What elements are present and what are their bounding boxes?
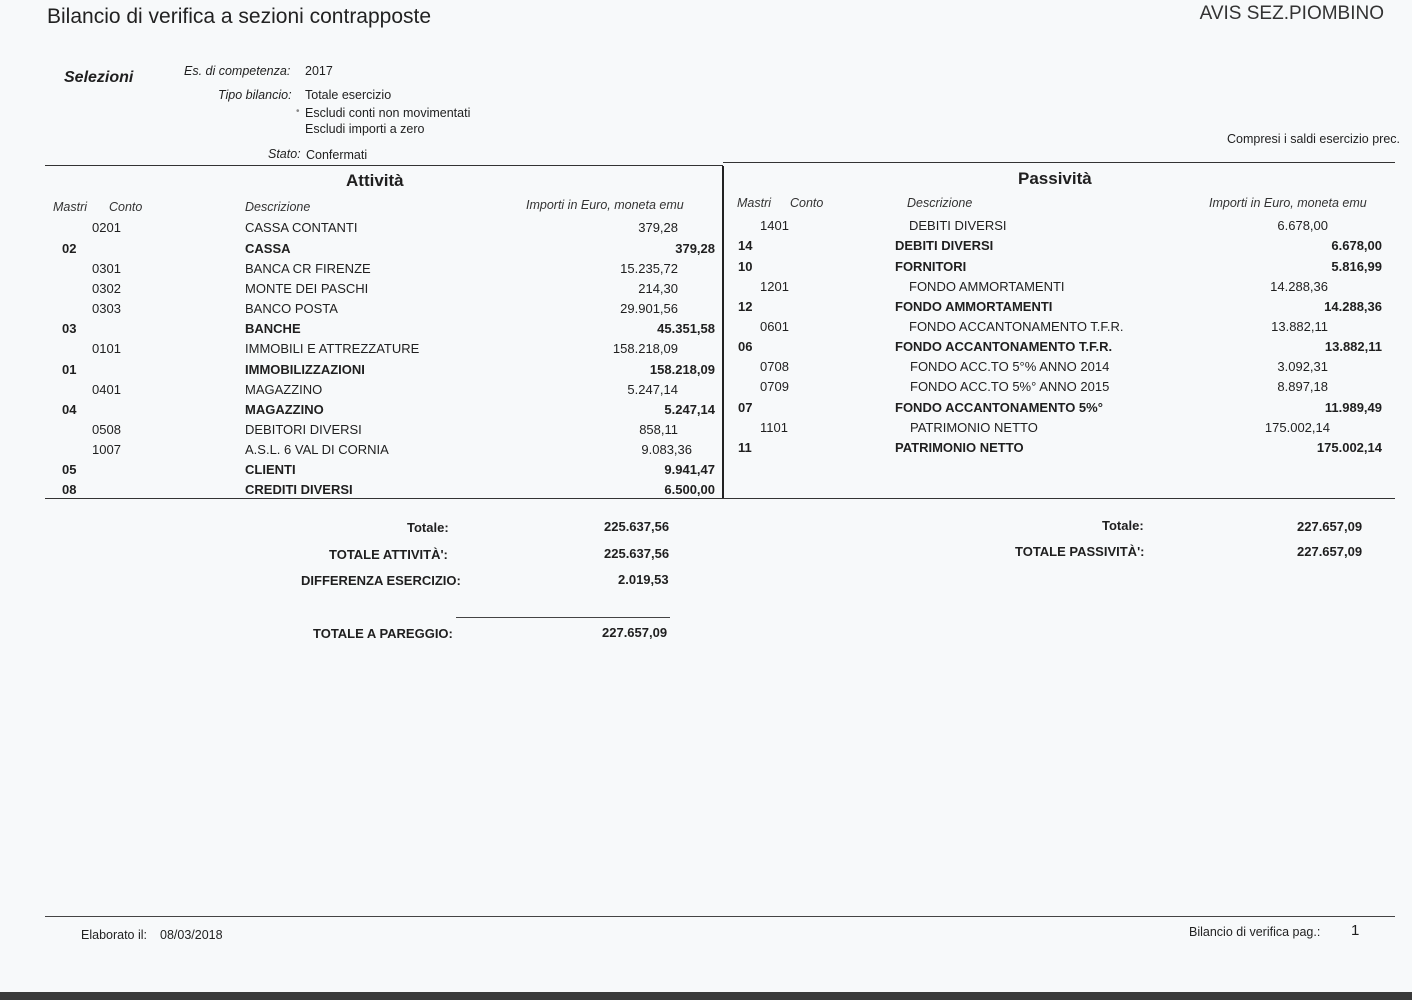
master-description: IMMOBILIZZAZIONI <box>245 362 365 377</box>
bullet-icon: • <box>296 106 300 117</box>
table-row <box>724 420 1384 440</box>
competence-year-label: Es. di competenza: <box>184 64 291 78</box>
difference-value: 2.019,53 <box>618 572 669 587</box>
balance-type-value: Totale esercizio <box>305 88 392 102</box>
account-code: 0303 <box>92 301 121 316</box>
master-code: 08 <box>62 482 77 497</box>
account-code: 0401 <box>92 382 121 397</box>
table-row <box>0 382 722 402</box>
attivita-col-importi: Importi in Euro, moneta emu <box>526 198 684 212</box>
account-amount: 15.235,72 <box>620 261 678 276</box>
passivita-col-descrizione: Descrizione <box>907 196 973 210</box>
master-code: 11 <box>738 440 752 455</box>
master-description: CASSA <box>245 241 291 256</box>
status-value: Confermati <box>306 148 368 162</box>
account-amount: 379,28 <box>638 220 678 235</box>
previous-balances-note: Compresi i saldi esercizio prec. <box>1227 132 1400 146</box>
table-row <box>0 462 722 482</box>
account-amount: 8.897,18 <box>1277 379 1328 394</box>
table-row <box>0 442 722 462</box>
account-code: 1201 <box>760 279 789 294</box>
account-description: FONDO ACC.TO 5%° ANNO 2015 <box>910 379 1110 394</box>
account-description: IMMOBILI E ATTREZZATURE <box>245 341 420 356</box>
page-title: Bilancio di verifica a sezioni contrapposte <box>47 5 432 28</box>
account-code: 0201 <box>92 220 121 235</box>
account-description: BANCO POSTA <box>245 301 338 316</box>
master-amount: 14.288,36 <box>1324 299 1382 314</box>
attivita-total-label: Totale: <box>407 520 449 535</box>
table-row <box>724 339 1384 359</box>
account-description: MAGAZZINO <box>245 382 323 397</box>
table-row <box>724 279 1384 299</box>
master-code: 03 <box>62 321 77 336</box>
elaborated-date: 08/03/2018 <box>160 928 223 942</box>
account-amount: 14.288,36 <box>1270 279 1328 294</box>
master-description: DEBITI DIVERSI <box>895 238 994 253</box>
selections-label: Selezioni <box>64 69 134 86</box>
master-description: PATRIMONIO NETTO <box>895 440 1024 455</box>
competence-year-value: 2017 <box>305 64 333 78</box>
total-liabilities-value: 227.657,09 <box>1297 544 1363 559</box>
master-amount: 158.218,09 <box>649 362 715 377</box>
account-code: 0709 <box>760 379 789 394</box>
account-amount: 214,30 <box>638 281 678 296</box>
table-row <box>0 220 722 240</box>
account-description: A.S.L. 6 VAL DI CORNIA <box>245 442 389 457</box>
master-code: 07 <box>738 400 753 415</box>
table-row <box>724 238 1384 258</box>
organization-name: AVIS SEZ.PIOMBINO <box>1199 3 1384 24</box>
master-amount: 11.989,49 <box>1324 400 1382 415</box>
master-amount: 13.882,11 <box>1324 339 1382 354</box>
master-code: 01 <box>62 362 77 377</box>
account-code: 0601 <box>760 319 789 334</box>
table-row <box>724 400 1384 420</box>
master-amount: 175.002,14 <box>1316 440 1382 455</box>
passivita-total-label: Totale: <box>1102 518 1144 533</box>
account-amount: 13.882,11 <box>1271 319 1328 334</box>
master-description: CREDITI DIVERSI <box>245 482 353 497</box>
master-code: 02 <box>62 241 77 256</box>
master-code: 05 <box>62 462 77 477</box>
master-amount: 9.941,47 <box>664 462 715 477</box>
master-description: FONDO ACCANTONAMENTO 5%° <box>895 400 1103 415</box>
total-liabilities-label: TOTALE PASSIVITÀ': <box>1015 544 1145 559</box>
table-row <box>0 482 722 502</box>
balance-type-label: Tipo bilancio: <box>218 88 292 102</box>
passivita-col-importi: Importi in Euro, moneta emu <box>1209 196 1367 210</box>
total-assets-label: TOTALE ATTIVITÀ': <box>329 547 448 562</box>
master-description: FONDO AMMORTAMENTI <box>895 299 1053 314</box>
account-code: 0101 <box>92 341 121 356</box>
table-row <box>0 281 722 301</box>
master-description: BANCHE <box>245 321 301 336</box>
master-amount: 6.500,00 <box>664 482 715 497</box>
passivita-total-value: 227.657,09 <box>1297 519 1363 534</box>
footer-rule <box>45 916 1395 917</box>
master-amount: 45.351,58 <box>657 321 715 336</box>
scan-edge <box>0 992 1412 1000</box>
account-amount: 158.218,09 <box>612 341 678 356</box>
elaborated-label: Elaborato il: <box>81 928 148 942</box>
account-amount: 858,11 <box>639 422 678 437</box>
master-amount: 6.678,00 <box>1331 238 1382 253</box>
account-description: FONDO AMMORTAMENTI <box>909 279 1065 294</box>
account-amount: 29.901,56 <box>620 301 678 316</box>
master-code: 10 <box>738 259 753 274</box>
account-code: 0302 <box>92 281 121 296</box>
table-row <box>0 301 722 321</box>
account-description: DEBITORI DIVERSI <box>245 422 362 437</box>
master-code: 14 <box>738 238 753 253</box>
account-amount: 9.083,36 <box>641 442 692 457</box>
balancing-total-label: TOTALE A PAREGGIO: <box>313 626 453 641</box>
option-exclude-unmoved: Escludi conti non movimentati <box>305 106 471 120</box>
attivita-total-value: 225.637,56 <box>604 519 670 534</box>
master-description: CLIENTI <box>245 462 296 477</box>
page-label: Bilancio di verifica pag.: <box>1189 925 1321 939</box>
table-row <box>724 319 1384 339</box>
status-label: Stato: <box>268 147 301 161</box>
master-description: FONDO ACCANTONAMENTO T.F.R. <box>895 339 1113 354</box>
table-row <box>0 261 722 281</box>
pareggio-rule <box>456 617 670 618</box>
attivita-col-conto: Conto <box>109 200 143 214</box>
account-description: CASSA CONTANTI <box>245 220 358 235</box>
table-row <box>0 422 722 442</box>
passivita-title: Passività <box>1018 169 1092 188</box>
passivita-col-mastri: Mastri <box>737 196 772 210</box>
master-description: FORNITORI <box>895 259 967 274</box>
table-row <box>724 218 1384 238</box>
table-row <box>724 299 1384 319</box>
table-row <box>0 321 722 341</box>
master-description: MAGAZZINO <box>245 402 324 417</box>
master-amount: 5.247,14 <box>664 402 715 417</box>
table-row <box>0 341 722 361</box>
attivita-col-descrizione: Descrizione <box>245 200 311 214</box>
table-row <box>724 359 1384 379</box>
attivita-title: Attività <box>346 171 404 190</box>
left-header-rule <box>45 165 723 166</box>
difference-label: DIFFERENZA ESERCIZIO: <box>301 573 461 588</box>
account-description: DEBITI DIVERSI <box>909 218 1007 233</box>
master-amount: 5.816,99 <box>1331 259 1382 274</box>
page-number: 1 <box>1351 922 1360 939</box>
attivita-col-mastri: Mastri <box>53 200 88 214</box>
table-row <box>724 259 1384 279</box>
table-row <box>0 402 722 422</box>
master-code: 06 <box>738 339 753 354</box>
table-row <box>0 241 722 261</box>
right-header-rule <box>723 162 1395 163</box>
option-exclude-zero: Escludi importi a zero <box>305 122 425 136</box>
master-code: 12 <box>738 299 753 314</box>
table-row <box>0 362 722 382</box>
account-amount: 175.002,14 <box>1264 420 1330 435</box>
account-description: FONDO ACCANTONAMENTO T.F.R. <box>909 319 1124 334</box>
balancing-total-value: 227.657,09 <box>602 625 668 640</box>
account-description: FONDO ACC.TO 5°% ANNO 2014 <box>910 359 1110 374</box>
total-assets-value: 225.637,56 <box>604 546 670 561</box>
account-description: BANCA CR FIRENZE <box>245 261 371 276</box>
account-code: 0708 <box>760 359 789 374</box>
table-row <box>724 379 1384 399</box>
account-description: MONTE DEI PASCHI <box>245 281 369 296</box>
account-amount: 3.092,31 <box>1277 359 1328 374</box>
master-amount: 379,28 <box>675 241 715 256</box>
master-code: 04 <box>62 402 77 417</box>
account-amount: 6.678,00 <box>1277 218 1328 233</box>
account-amount: 5.247,14 <box>627 382 678 397</box>
table-row <box>724 440 1384 460</box>
account-code: 0508 <box>92 422 121 437</box>
account-code: 1007 <box>92 442 121 457</box>
account-description: PATRIMONIO NETTO <box>910 420 1038 435</box>
passivita-col-conto: Conto <box>790 196 824 210</box>
account-code: 0301 <box>92 261 121 276</box>
account-code: 1101 <box>760 420 788 435</box>
account-code: 1401 <box>760 218 789 233</box>
